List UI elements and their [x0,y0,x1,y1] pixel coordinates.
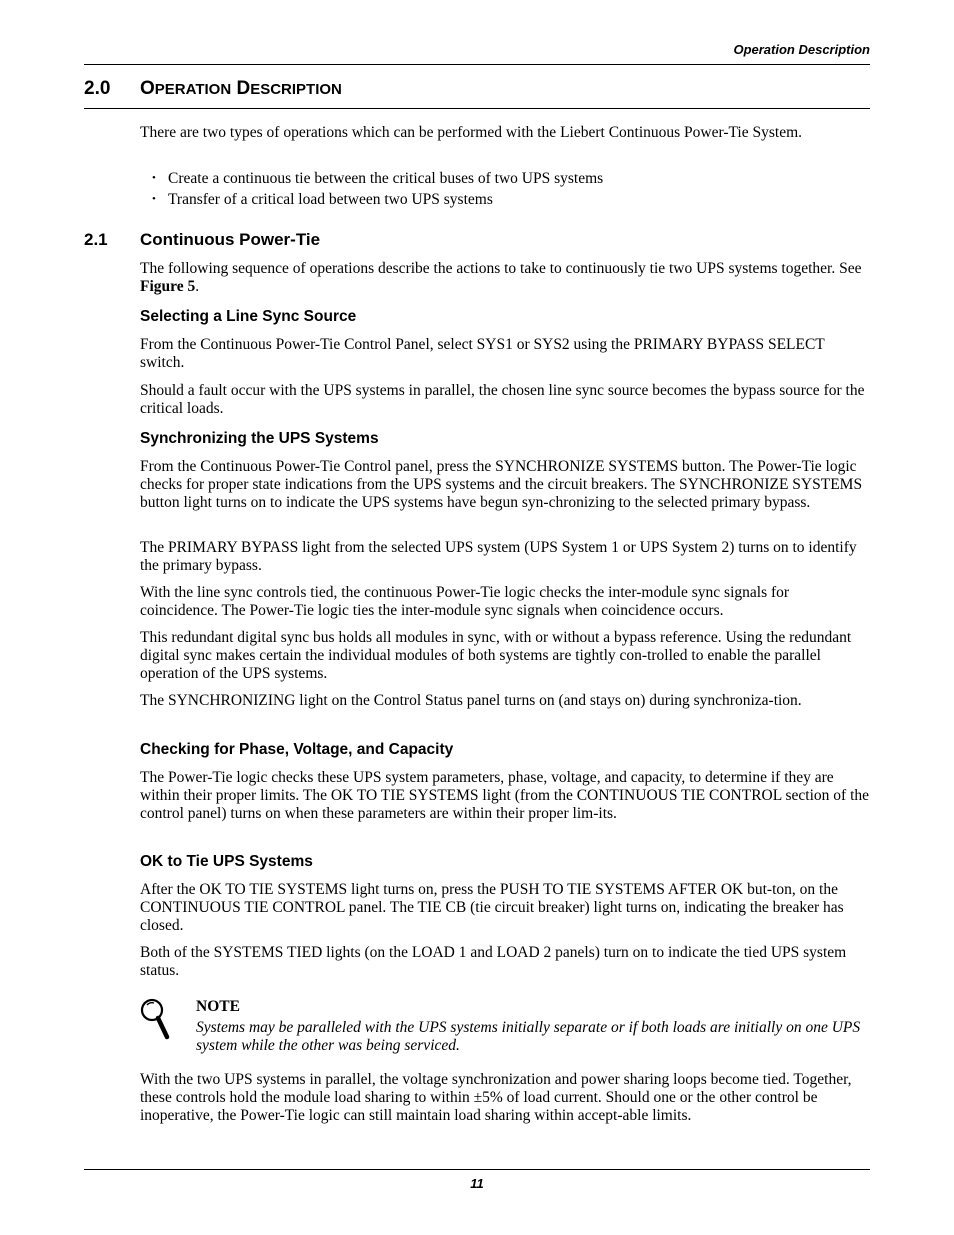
paragraph: After the OK TO TIE SYSTEMS light turns on, press the PUSH TO TIE SYSTEMS AFTER OK but-ton, on the CONTINUOUS TIE CONTROL panel. The TIE CB (tie circuit breaker) light turns on, indicating the breaker has closed. [140,881,844,934]
intro-text: The following sequence of operations describe the actions to take to continuously tie two UPS systems together. See [140,260,862,277]
figure-reference: Figure 5 [140,278,196,295]
section-title-initial-d: D [231,78,251,99]
note-title: NOTE [196,998,240,1015]
paragraph: This redundant digital sync bus holds all modules in sync, with or without a bypass reference. Using the redundant digital sync makes certain the individual modules of both systems are tightly con-trolled to enable the parallel operation of the UPS systems. [140,629,852,682]
paragraph: The PRIMARY BYPASS light from the selected UPS system (UPS System 1 or UPS System 2) turns on to identify the primary bypass. [140,539,857,574]
footer-rule [84,1169,870,1170]
paragraph: The SYNCHRONIZING light on the Control Status panel turns on (and stays on) during synchroniza-tion. [140,692,802,709]
running-header: Operation Description [733,42,870,57]
section-intro: There are two types of operations which can be performed with the Liebert Continuous Power-Tie System. [140,124,803,141]
section-title-initial-o: O [140,78,155,99]
intro-period: . [195,278,200,295]
subsection-intro [140,260,870,296]
paragraph: The Power-Tie logic checks these UPS system parameters, phase, voltage, and capacity, to determine if they are within their proper limits. The OK TO TIE SYSTEMS light (from the CONTINUOUS TIE CONTROL section of the control panel) turns on when these parameters are within their proper lim-its. [140,769,870,822]
bullet-dot: • [152,193,156,205]
page-number: 11 [470,1176,484,1191]
bullet-text: Create a continuous tie between the critical buses of two UPS systems [168,170,604,187]
section-rule [84,108,870,109]
paragraph: From the Continuous Power-Tie Control Panel, select SYS1 or SYS2 using the PRIMARY BYPASS SELECT switch. [140,336,825,371]
subsection-title: Continuous Power-Tie [140,230,321,249]
heading-ok-to-tie: OK to Tie UPS Systems [140,853,313,870]
closing-paragraph: With the two UPS systems in parallel, the voltage synchronization and power sharing loops become tied. Together, these controls hold the module load sharing to within ±5% of load current. Should one or the other control be inoperative, the Power-Tie logic can still maintain load sharing within accept-able limits. [140,1071,852,1124]
paragraph: Both of the SYSTEMS TIED lights (on the LOAD 1 and LOAD 2 panels) turn on to indicate the tied UPS system status. [140,944,847,979]
paragraph: Should a fault occur with the UPS systems in parallel, the chosen line sync source becomes the bypass source for the critical loads. [140,382,865,417]
bullet-dot: • [152,172,156,184]
section-title-part-1: PERATION [154,81,232,98]
paragraph: From the Continuous Power-Tie Control panel, press the SYNCHRONIZE SYSTEMS button. The Power-Tie logic checks for proper state indications from the UPS systems and the circuit breakers. The SYNCHRONIZE SYSTEMS button light turns on to indicate the UPS systems have begun syn-chronizing to the selected primary bypass. [140,458,863,511]
subsection-heading [84,230,320,250]
section-title-part-2: ESCRIPTION [250,81,342,98]
note-text: Systems may be paralleled with the UPS systems initially separate or if both loads are initially on one UPS system while the other was being serviced. [196,1019,861,1054]
heading-line-sync: Selecting a Line Sync Source [140,308,357,325]
magnifier-icon [138,997,174,1041]
heading-phase-voltage-capacity: Checking for Phase, Voltage, and Capacity [140,741,454,758]
section-heading [84,78,342,100]
header-rule [84,64,870,65]
section-number: 2.0 [84,78,111,99]
bullet-text: Transfer of a critical load between two UPS systems [168,191,493,208]
bullet-item [152,169,603,188]
paragraph: With the line sync controls tied, the continuous Power-Tie logic checks the inter-module sync signals for coincidence. The Power-Tie logic ties the inter-module sync signals when coincidence occurs. [140,584,790,619]
bullet-item [152,190,493,209]
heading-synchronizing: Synchronizing the UPS Systems [140,430,379,447]
subsection-number: 2.1 [84,230,108,249]
